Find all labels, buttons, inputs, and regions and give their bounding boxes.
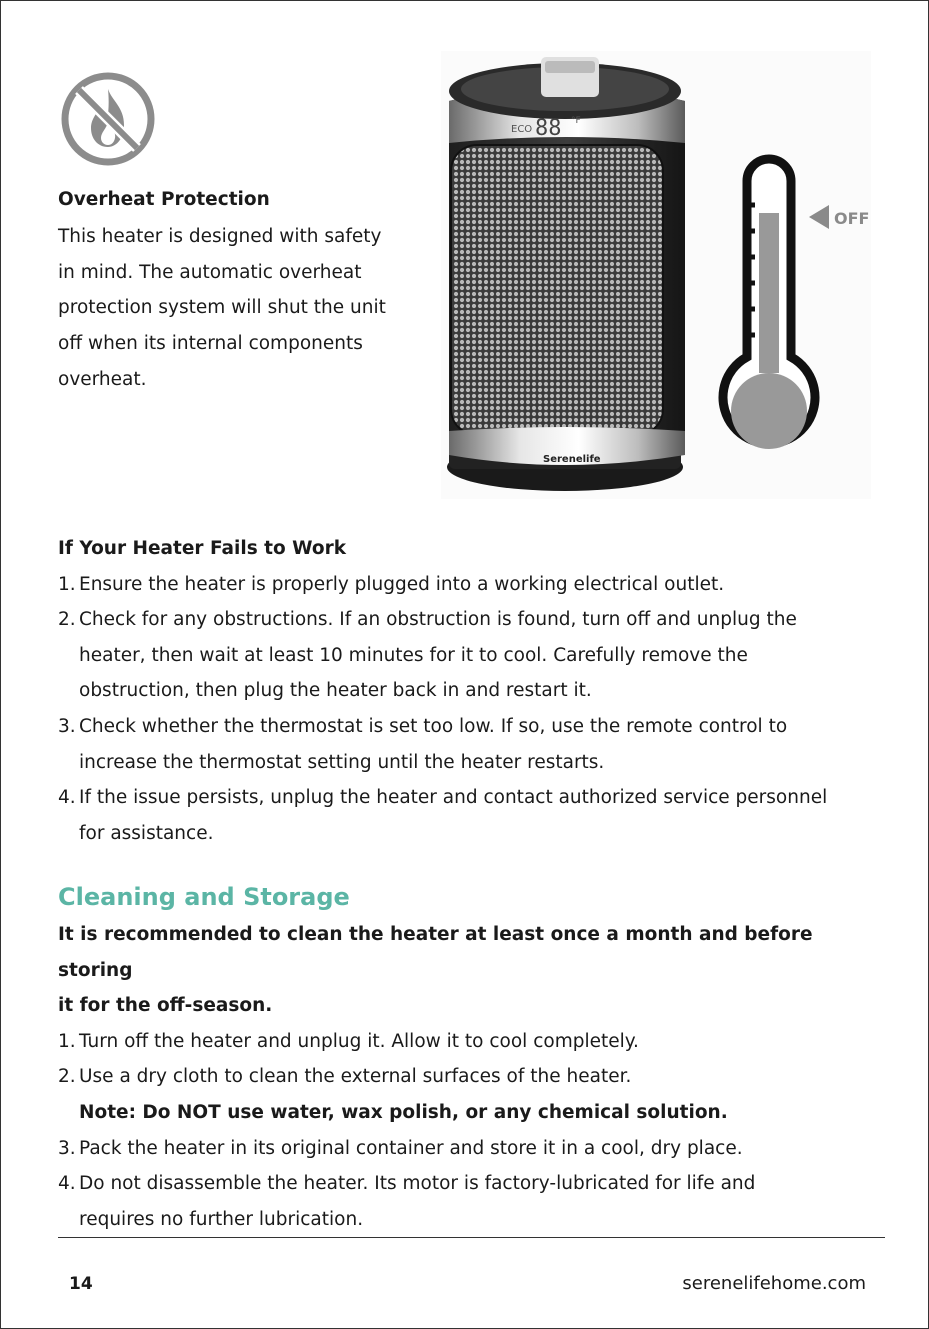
troubleshoot-item: [58, 709, 888, 780]
item-line: for assistance.: [79, 822, 214, 844]
item-line: requires no further lubrication.: [79, 1208, 364, 1230]
heater-brand-logo: Serenelife: [543, 454, 601, 465]
item-number: 4.: [58, 1173, 76, 1195]
cleaning-section: [58, 879, 888, 1237]
item-line: Do not disassemble the heater. Its motor is factory-lubricated for life and: [79, 1173, 756, 1195]
item-line: Check whether the thermostat is set too low. If so, use the remote control to: [79, 715, 788, 737]
troubleshoot-item: [58, 567, 888, 603]
overheat-line: overheat.: [58, 368, 147, 390]
item-line: Ensure the heater is properly plugged into a working electrical outlet.: [79, 573, 725, 595]
cleaning-lead-line: It is recommended to clean the heater at least once a month and before storing: [58, 924, 813, 981]
item-number: 1.: [58, 1030, 76, 1052]
troubleshoot-item: [58, 780, 888, 851]
heater-illustration: [441, 51, 871, 499]
item-number: 4.: [58, 787, 76, 809]
overheat-line: protection system will shut the unit: [58, 297, 386, 319]
item-number: 3.: [58, 1137, 76, 1159]
item-number: 2.: [58, 609, 76, 631]
cleaning-item: [58, 1024, 888, 1060]
footer-divider: [58, 1237, 885, 1238]
item-line: Pack the heater in its original container and store it in a cool, dry place.: [79, 1137, 743, 1159]
cleaning-item: [58, 1059, 888, 1095]
item-line: increase the thermostat setting until the heater restarts.: [79, 751, 605, 773]
cleaning-item: [58, 1131, 888, 1167]
website-link[interactable]: serenelifehome.com: [682, 1273, 866, 1294]
item-line: heater, then wait at least 10 minutes for it to cool. Carefully remove the: [79, 644, 748, 666]
cleaning-note: Note: Do NOT use water, wax polish, or any chemical solution.: [79, 1101, 728, 1123]
item-line: obstruction, then plug the heater back in and restart it.: [79, 680, 592, 702]
troubleshoot-title: If Your Heater Fails to Work: [58, 538, 347, 559]
overheat-line: off when its internal components: [58, 333, 363, 355]
troubleshoot-section: [58, 531, 888, 851]
overheat-title: Overheat Protection: [58, 189, 270, 210]
thermometer-off-label: OFF: [834, 209, 870, 228]
overheat-line: This heater is designed with safety: [58, 226, 382, 247]
item-line: Turn off the heater and unplug it. Allow it to cool completely.: [79, 1030, 639, 1052]
overheat-line: in mind. The automatic overheat: [58, 261, 362, 283]
item-line: Use a dry cloth to clean the external surfaces of the heater.: [79, 1066, 632, 1088]
cleaning-lead-line: it for the off-season.: [58, 995, 273, 1017]
display-unit: °F: [571, 116, 581, 126]
item-number: 2.: [58, 1066, 76, 1088]
item-line: If the issue persists, unplug the heater and contact authorized service personnel: [79, 787, 828, 809]
item-number: 3.: [58, 715, 76, 737]
item-line: Check for any obstructions. If an obstruction is found, turn off and unplug the: [79, 609, 797, 631]
display-digits: 88: [535, 116, 562, 141]
item-number: 1.: [58, 573, 76, 595]
troubleshoot-item: [58, 602, 888, 709]
cleaning-item: [58, 1166, 888, 1237]
page-number: 14: [69, 1274, 93, 1294]
display-eco-label: ECO: [511, 124, 533, 135]
overheat-description: [58, 219, 428, 398]
no-fire-icon: [60, 71, 156, 167]
cleaning-title: Cleaning and Storage: [58, 883, 350, 911]
